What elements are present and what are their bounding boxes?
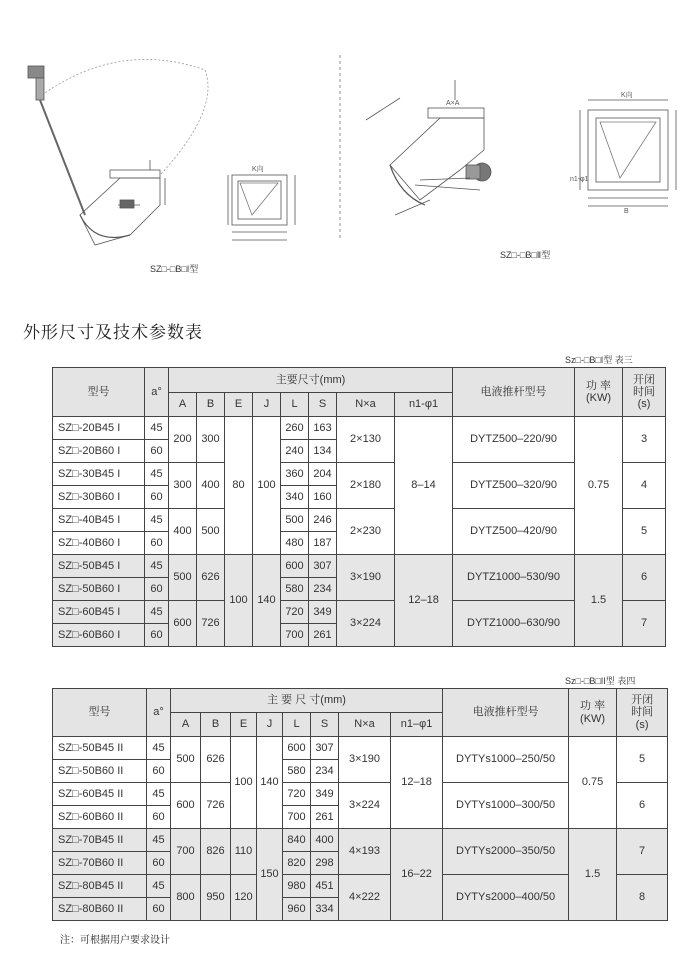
table-cell-n1: 12–18 bbox=[391, 737, 443, 829]
table-cell-S: 349 bbox=[311, 783, 339, 806]
label-axa: A×A bbox=[446, 100, 460, 107]
table-cell-S: 307 bbox=[309, 555, 337, 578]
table-cell-power: 1.5 bbox=[575, 555, 623, 647]
table-cell-model: SZ□-70B60 II bbox=[53, 852, 147, 875]
table-cell-L: 720 bbox=[281, 601, 309, 624]
table-cell-B: 726 bbox=[197, 601, 225, 647]
t3-h-B: B bbox=[197, 393, 225, 417]
table-cell-S: 307 bbox=[311, 737, 339, 760]
table-cell-B: 950 bbox=[201, 875, 231, 921]
table4-caption: Sz□-□B□II型 表四 bbox=[565, 676, 636, 686]
table-cell-S: 451 bbox=[311, 875, 339, 898]
table-cell-A: 500 bbox=[169, 555, 197, 601]
table-cell-model: SZ□-40B60 I bbox=[53, 532, 145, 555]
table-cell-model: SZ□-20B45 I bbox=[53, 417, 145, 440]
table-cell-A: 600 bbox=[171, 783, 201, 829]
table-cell-A: 400 bbox=[169, 509, 197, 555]
table-cell-angle: 60 bbox=[147, 898, 171, 921]
table-cell-S: 298 bbox=[311, 852, 339, 875]
table-cell-L: 480 bbox=[281, 532, 309, 555]
table-cell-B: 500 bbox=[197, 509, 225, 555]
table-cell-S: 261 bbox=[311, 806, 339, 829]
table-cell-L: 580 bbox=[281, 578, 309, 601]
table-cell-E: 120 bbox=[231, 875, 257, 921]
table-cell-angle: 45 bbox=[147, 737, 171, 760]
table-cell-angle: 60 bbox=[145, 532, 169, 555]
table-cell-angle: 45 bbox=[145, 601, 169, 624]
table-cell-A: 200 bbox=[169, 417, 197, 463]
table-cell-nxa: 2×230 bbox=[337, 509, 395, 555]
table-cell-power: 1.5 bbox=[569, 829, 617, 921]
table-cell-model: SZ□-50B45 II bbox=[53, 737, 147, 760]
table-cell-angle: 60 bbox=[145, 486, 169, 509]
technical-drawings bbox=[0, 0, 700, 300]
table-cell-angle: 45 bbox=[145, 463, 169, 486]
table-cell-n1: 8–14 bbox=[395, 417, 453, 555]
table-cell-time: 6 bbox=[623, 555, 666, 601]
fig2-side-view bbox=[366, 80, 491, 215]
table-cell-model: SZ□-30B45 I bbox=[53, 463, 145, 486]
table-cell-A: 700 bbox=[171, 829, 201, 875]
t4-h-J: J bbox=[257, 713, 283, 737]
table-cell-S: 334 bbox=[311, 898, 339, 921]
table-cell-S: 261 bbox=[309, 624, 337, 647]
table-cell-B: 826 bbox=[201, 829, 231, 875]
t4-h-main: 主 要 尺 寸(mm) bbox=[171, 689, 443, 713]
table-cell-E: 100 bbox=[231, 737, 257, 829]
table-cell-rod: DYTZ500–420/90 bbox=[453, 509, 575, 555]
table-cell-nxa: 4×193 bbox=[339, 829, 391, 875]
table-cell-S: 204 bbox=[309, 463, 337, 486]
table-cell-L: 840 bbox=[283, 829, 311, 852]
table-cell-L: 360 bbox=[281, 463, 309, 486]
table-cell-model: SZ□-80B45 II bbox=[53, 875, 147, 898]
table-cell-J: 150 bbox=[257, 829, 283, 921]
table-cell-L: 720 bbox=[283, 783, 311, 806]
table-cell-time: 4 bbox=[623, 463, 666, 509]
table-cell-B: 300 bbox=[197, 417, 225, 463]
table-cell-model: SZ□-60B60 II bbox=[53, 806, 147, 829]
fig1-front-view bbox=[228, 175, 295, 240]
table-cell-L: 700 bbox=[283, 806, 311, 829]
t4-h-power: 功 率 (KW) bbox=[569, 689, 617, 737]
table-cell-S: 163 bbox=[309, 417, 337, 440]
table-cell-model: SZ□-50B60 I bbox=[53, 578, 145, 601]
t3-h-angle: a° bbox=[145, 368, 169, 417]
table-cell-L: 600 bbox=[281, 555, 309, 578]
table-cell-model: SZ□-50B60 II bbox=[53, 760, 147, 783]
table-cell-model: SZ□-30B60 I bbox=[53, 486, 145, 509]
t3-h-A: A bbox=[169, 393, 197, 417]
table-cell-nxa: 2×180 bbox=[337, 463, 395, 509]
table-cell-S: 400 bbox=[311, 829, 339, 852]
table-cell-rod: DYTYs2000–400/50 bbox=[443, 875, 569, 921]
table-cell-L: 600 bbox=[283, 737, 311, 760]
table-cell-power: 0.75 bbox=[569, 737, 617, 829]
t3-h-main: 主要尺寸(mm) bbox=[169, 368, 453, 393]
table4 bbox=[52, 688, 668, 921]
table-cell-model: SZ□-80B60 II bbox=[53, 898, 147, 921]
page-heading: 外形尺寸及技术参数表 bbox=[23, 323, 203, 343]
table-cell-rod: DYTYs2000–350/50 bbox=[443, 829, 569, 875]
table-cell-angle: 45 bbox=[145, 555, 169, 578]
table-cell-E: 80 bbox=[225, 417, 253, 555]
table-cell-model: SZ□-50B45 I bbox=[53, 555, 145, 578]
table-cell-model: SZ□-60B60 I bbox=[53, 624, 145, 647]
table-cell-nxa: 4×222 bbox=[339, 875, 391, 921]
table-cell-angle: 60 bbox=[147, 760, 171, 783]
label-b: B bbox=[624, 208, 629, 215]
label-kw-2: K向 bbox=[621, 92, 633, 99]
table-cell-A: 300 bbox=[169, 463, 197, 509]
t4-h-angle: a° bbox=[147, 689, 171, 737]
t3-h-J: J bbox=[253, 393, 281, 417]
table-cell-angle: 60 bbox=[147, 852, 171, 875]
table-cell-A: 600 bbox=[169, 601, 197, 647]
t4-h-model: 型号 bbox=[53, 689, 147, 737]
table-cell-A: 500 bbox=[171, 737, 201, 783]
t3-h-Nxa: N×a bbox=[337, 393, 395, 417]
t4-h-time: 开闭 时间 (s) bbox=[617, 689, 668, 737]
table-cell-J: 140 bbox=[257, 737, 283, 829]
table-cell-L: 500 bbox=[281, 509, 309, 532]
fig1-caption: SZ□-□B□I型 bbox=[150, 264, 199, 274]
table-cell-L: 580 bbox=[283, 760, 311, 783]
table-cell-model: SZ□-60B45 I bbox=[53, 601, 145, 624]
table-cell-S: 160 bbox=[309, 486, 337, 509]
table-cell-L: 260 bbox=[281, 417, 309, 440]
drawings-svg bbox=[0, 0, 700, 300]
table-cell-model: SZ□-20B60 I bbox=[53, 440, 145, 463]
table-cell-rod: DYTZ1000–530/90 bbox=[453, 555, 575, 601]
table-cell-angle: 45 bbox=[145, 417, 169, 440]
table-cell-time: 6 bbox=[617, 783, 668, 829]
table-cell-angle: 60 bbox=[147, 806, 171, 829]
table-cell-time: 5 bbox=[623, 509, 666, 555]
table-cell-time: 5 bbox=[617, 737, 668, 783]
table-cell-n1: 12–18 bbox=[395, 555, 453, 647]
table-cell-time: 7 bbox=[617, 829, 668, 875]
t4-h-L: L bbox=[283, 713, 311, 737]
table-cell-J: 100 bbox=[253, 417, 281, 555]
fig1-side-view bbox=[28, 59, 208, 245]
t4-h-B: B bbox=[201, 713, 231, 737]
t3-h-L: L bbox=[281, 393, 309, 417]
table-cell-rod: DYTYs1000–300/50 bbox=[443, 783, 569, 829]
table-cell-angle: 60 bbox=[145, 624, 169, 647]
table-cell-angle: 60 bbox=[145, 440, 169, 463]
table3-caption: Sz□-□B□I型 表三 bbox=[565, 355, 633, 365]
table-cell-angle: 45 bbox=[147, 875, 171, 898]
table-cell-J: 140 bbox=[253, 555, 281, 647]
table-cell-L: 240 bbox=[281, 440, 309, 463]
footnote: 注：可根据用户要求设计 bbox=[60, 935, 170, 946]
table-cell-time: 7 bbox=[623, 601, 666, 647]
table-cell-L: 700 bbox=[281, 624, 309, 647]
table-cell-S: 187 bbox=[309, 532, 337, 555]
table-cell-A: 800 bbox=[171, 875, 201, 921]
t3-h-n1: n1-φ1 bbox=[395, 393, 453, 417]
t4-h-Nxa: N×a bbox=[339, 713, 391, 737]
table-cell-nxa: 3×190 bbox=[337, 555, 395, 601]
table-cell-S: 349 bbox=[309, 601, 337, 624]
table-cell-angle: 45 bbox=[147, 829, 171, 852]
table-cell-time: 3 bbox=[623, 417, 666, 463]
table-cell-n1: 16–22 bbox=[391, 829, 443, 921]
table-cell-nxa: 3×224 bbox=[337, 601, 395, 647]
label-kw-1: K向 bbox=[252, 166, 264, 173]
table3 bbox=[52, 367, 666, 647]
t4-h-A: A bbox=[171, 713, 201, 737]
table-cell-B: 400 bbox=[197, 463, 225, 509]
table-cell-model: SZ□-60B45 II bbox=[53, 783, 147, 806]
t3-h-power: 功 率 (KW) bbox=[575, 368, 623, 417]
table-cell-S: 134 bbox=[309, 440, 337, 463]
t3-h-E: E bbox=[225, 393, 253, 417]
t4-h-rod: 电液推杆型号 bbox=[443, 689, 569, 737]
table-cell-rod: DYTZ500–220/90 bbox=[453, 417, 575, 463]
table-cell-S: 246 bbox=[309, 509, 337, 532]
table-cell-L: 340 bbox=[281, 486, 309, 509]
table-cell-L: 820 bbox=[283, 852, 311, 875]
table-cell-S: 234 bbox=[309, 578, 337, 601]
table-cell-time: 8 bbox=[617, 875, 668, 921]
t4-h-n1: n1–φ1 bbox=[391, 713, 443, 737]
table-cell-E: 110 bbox=[231, 829, 257, 875]
table-cell-power: 0.75 bbox=[575, 417, 623, 555]
t3-h-model: 型号 bbox=[53, 368, 145, 417]
table-cell-rod: DYTZ500–320/90 bbox=[453, 463, 575, 509]
table-cell-nxa: 3×224 bbox=[339, 783, 391, 829]
table-cell-model: SZ□-70B45 II bbox=[53, 829, 147, 852]
table-cell-nxa: 2×130 bbox=[337, 417, 395, 463]
table-cell-B: 726 bbox=[201, 783, 231, 829]
t3-h-rod: 电液推杆型号 bbox=[453, 368, 575, 417]
t4-h-S: S bbox=[311, 713, 339, 737]
table-cell-B: 626 bbox=[201, 737, 231, 783]
t3-h-time: 开闭 时间 (s) bbox=[623, 368, 666, 417]
fig2-front-view bbox=[580, 100, 676, 206]
table-cell-E: 100 bbox=[225, 555, 253, 647]
t3-h-S: S bbox=[309, 393, 337, 417]
table-cell-L: 960 bbox=[283, 898, 311, 921]
label-n1: n1-φ1 bbox=[570, 176, 589, 183]
t4-h-E: E bbox=[231, 713, 257, 737]
table-cell-S: 234 bbox=[311, 760, 339, 783]
table-cell-angle: 45 bbox=[147, 783, 171, 806]
table-cell-angle: 45 bbox=[145, 509, 169, 532]
table-cell-angle: 60 bbox=[145, 578, 169, 601]
table-cell-nxa: 3×190 bbox=[339, 737, 391, 783]
table-cell-L: 980 bbox=[283, 875, 311, 898]
table-cell-rod: DYTYs1000–250/50 bbox=[443, 737, 569, 783]
table-cell-B: 626 bbox=[197, 555, 225, 601]
table-cell-rod: DYTZ1000–630/90 bbox=[453, 601, 575, 647]
fig2-caption: SZ□-□B□Ⅱ型 bbox=[500, 250, 551, 260]
table-cell-model: SZ□-40B45 I bbox=[53, 509, 145, 532]
